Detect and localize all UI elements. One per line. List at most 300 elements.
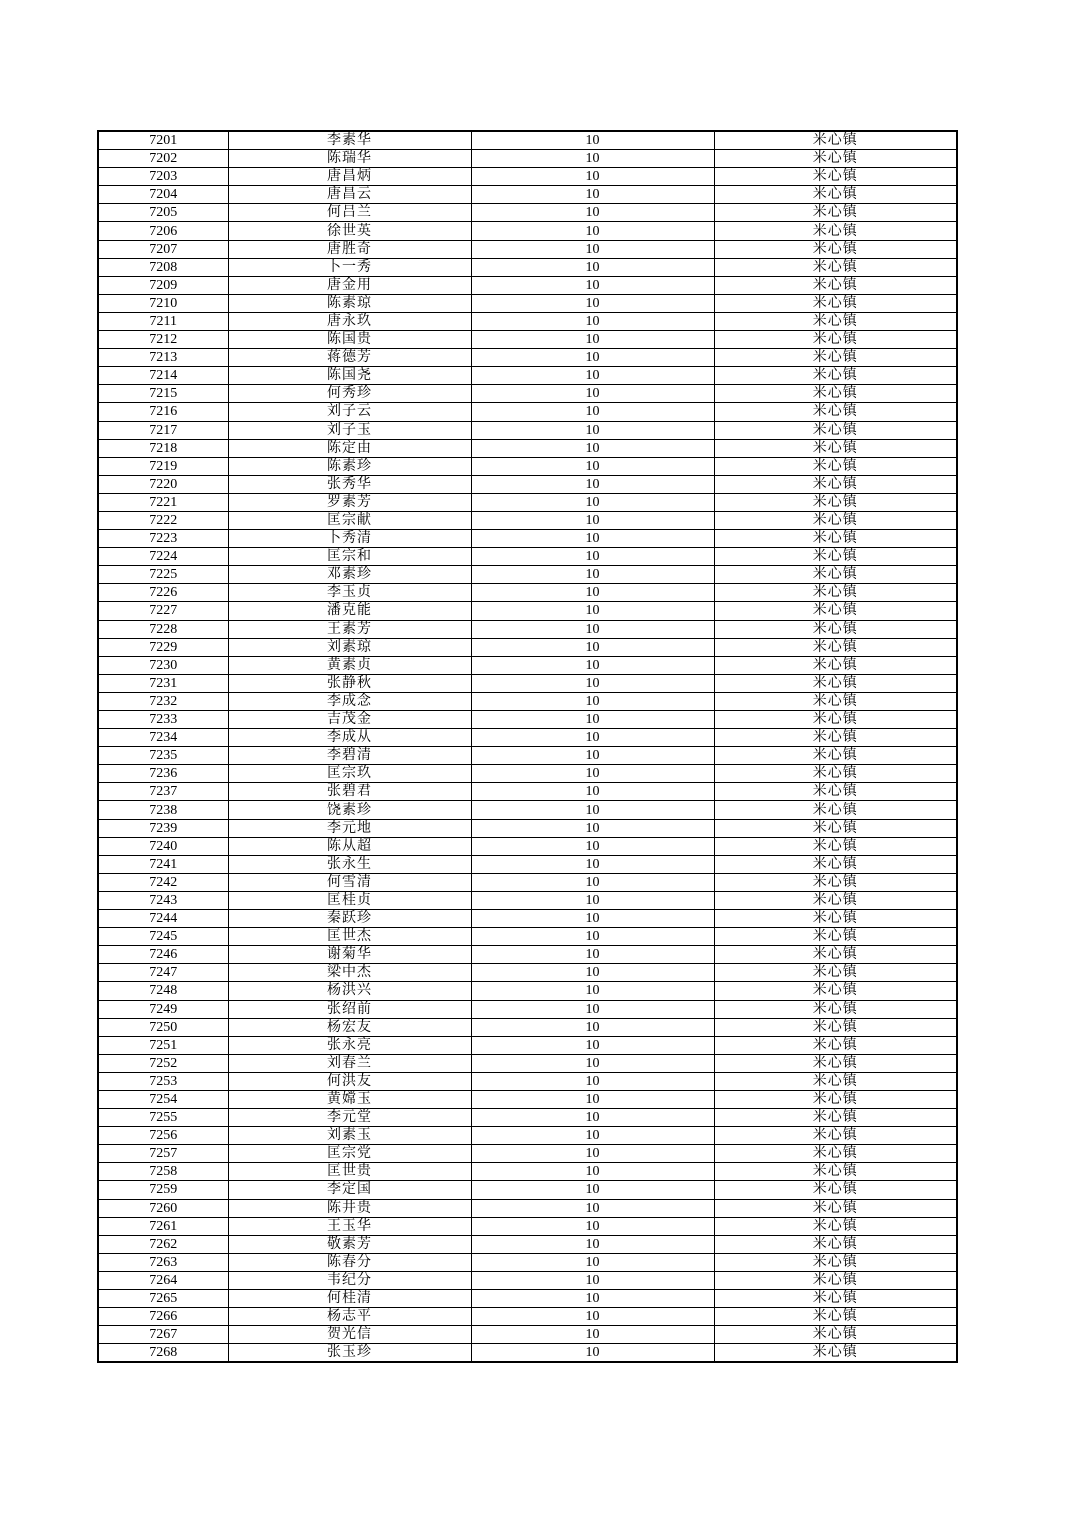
name-cell: 何桂清 xyxy=(228,1290,471,1308)
row-number-cell: 7261 xyxy=(98,1217,228,1235)
row-number-cell: 7227 xyxy=(98,602,228,620)
town-cell: 米心镇 xyxy=(714,819,957,837)
town-cell: 米心镇 xyxy=(714,1000,957,1018)
name-cell: 陈国尧 xyxy=(228,367,471,385)
name-cell: 卜秀清 xyxy=(228,530,471,548)
data-table xyxy=(97,130,958,1363)
amount-cell: 10 xyxy=(471,204,714,222)
row-number-cell: 7218 xyxy=(98,439,228,457)
town-cell: 米心镇 xyxy=(714,403,957,421)
name-cell: 陈素珍 xyxy=(228,457,471,475)
town-cell: 米心镇 xyxy=(714,240,957,258)
town-cell: 米心镇 xyxy=(714,891,957,909)
row-number-cell: 7221 xyxy=(98,493,228,511)
row-number-cell: 7208 xyxy=(98,258,228,276)
amount-cell: 10 xyxy=(471,729,714,747)
name-cell: 王玉华 xyxy=(228,1217,471,1235)
name-cell: 陈从超 xyxy=(228,837,471,855)
table-row xyxy=(98,656,957,674)
row-number-cell: 7252 xyxy=(98,1054,228,1072)
table-row xyxy=(98,910,957,928)
town-cell: 米心镇 xyxy=(714,168,957,186)
name-cell: 敬素芳 xyxy=(228,1235,471,1253)
row-number-cell: 7207 xyxy=(98,240,228,258)
name-cell: 唐永玖 xyxy=(228,312,471,330)
name-cell: 韦纪分 xyxy=(228,1271,471,1289)
amount-cell: 10 xyxy=(471,312,714,330)
town-cell: 米心镇 xyxy=(714,946,957,964)
table-row xyxy=(98,1271,957,1289)
amount-cell: 10 xyxy=(471,1326,714,1344)
table-row xyxy=(98,258,957,276)
row-number-cell: 7241 xyxy=(98,855,228,873)
name-cell: 刘素琼 xyxy=(228,638,471,656)
name-cell: 刘子云 xyxy=(228,403,471,421)
town-cell: 米心镇 xyxy=(714,331,957,349)
table-row xyxy=(98,349,957,367)
table-row xyxy=(98,276,957,294)
table-row xyxy=(98,331,957,349)
amount-cell: 10 xyxy=(471,747,714,765)
row-number-cell: 7224 xyxy=(98,548,228,566)
table-row xyxy=(98,837,957,855)
town-cell: 米心镇 xyxy=(714,222,957,240)
amount-cell: 10 xyxy=(471,294,714,312)
town-cell: 米心镇 xyxy=(714,548,957,566)
name-cell: 张秀华 xyxy=(228,475,471,493)
amount-cell: 10 xyxy=(471,511,714,529)
table-body xyxy=(98,131,957,1362)
table-row xyxy=(98,403,957,421)
table-row xyxy=(98,1018,957,1036)
amount-cell: 10 xyxy=(471,276,714,294)
table-row xyxy=(98,620,957,638)
name-cell: 匡宗党 xyxy=(228,1145,471,1163)
name-cell: 何吕兰 xyxy=(228,204,471,222)
name-cell: 谢菊华 xyxy=(228,946,471,964)
name-cell: 李元堂 xyxy=(228,1109,471,1127)
row-number-cell: 7210 xyxy=(98,294,228,312)
table-row xyxy=(98,946,957,964)
name-cell: 匡桂贞 xyxy=(228,891,471,909)
town-cell: 米心镇 xyxy=(714,457,957,475)
amount-cell: 10 xyxy=(471,493,714,511)
town-cell: 米心镇 xyxy=(714,475,957,493)
table-row xyxy=(98,1290,957,1308)
row-number-cell: 7244 xyxy=(98,910,228,928)
town-cell: 米心镇 xyxy=(714,1109,957,1127)
row-number-cell: 7225 xyxy=(98,566,228,584)
amount-cell: 10 xyxy=(471,385,714,403)
table-row xyxy=(98,1163,957,1181)
table-row xyxy=(98,457,957,475)
table-row xyxy=(98,186,957,204)
town-cell: 米心镇 xyxy=(714,656,957,674)
town-cell: 米心镇 xyxy=(714,204,957,222)
town-cell: 米心镇 xyxy=(714,530,957,548)
amount-cell: 10 xyxy=(471,1127,714,1145)
row-number-cell: 7220 xyxy=(98,475,228,493)
amount-cell: 10 xyxy=(471,403,714,421)
town-cell: 米心镇 xyxy=(714,729,957,747)
amount-cell: 10 xyxy=(471,1308,714,1326)
table-row xyxy=(98,964,957,982)
amount-cell: 10 xyxy=(471,150,714,168)
town-cell: 米心镇 xyxy=(714,258,957,276)
amount-cell: 10 xyxy=(471,1054,714,1072)
row-number-cell: 7254 xyxy=(98,1090,228,1108)
table-row xyxy=(98,548,957,566)
table-row xyxy=(98,783,957,801)
table-row xyxy=(98,928,957,946)
name-cell: 唐昌炳 xyxy=(228,168,471,186)
row-number-cell: 7229 xyxy=(98,638,228,656)
table-row xyxy=(98,1308,957,1326)
row-number-cell: 7251 xyxy=(98,1036,228,1054)
table-row xyxy=(98,891,957,909)
amount-cell: 10 xyxy=(471,674,714,692)
row-number-cell: 7253 xyxy=(98,1072,228,1090)
amount-cell: 10 xyxy=(471,1163,714,1181)
name-cell: 匡宗献 xyxy=(228,511,471,529)
amount-cell: 10 xyxy=(471,602,714,620)
town-cell: 米心镇 xyxy=(714,439,957,457)
amount-cell: 10 xyxy=(471,186,714,204)
table-row xyxy=(98,240,957,258)
row-number-cell: 7205 xyxy=(98,204,228,222)
table-row xyxy=(98,819,957,837)
table-row xyxy=(98,294,957,312)
table-row xyxy=(98,1235,957,1253)
amount-cell: 10 xyxy=(471,819,714,837)
town-cell: 米心镇 xyxy=(714,1072,957,1090)
name-cell: 何秀珍 xyxy=(228,385,471,403)
row-number-cell: 7268 xyxy=(98,1344,228,1363)
amount-cell: 10 xyxy=(471,1253,714,1271)
town-cell: 米心镇 xyxy=(714,1235,957,1253)
name-cell: 黄嫦玉 xyxy=(228,1090,471,1108)
row-number-cell: 7255 xyxy=(98,1109,228,1127)
amount-cell: 10 xyxy=(471,349,714,367)
amount-cell: 10 xyxy=(471,656,714,674)
name-cell: 陈瑞华 xyxy=(228,150,471,168)
amount-cell: 10 xyxy=(471,131,714,150)
town-cell: 米心镇 xyxy=(714,873,957,891)
table-row xyxy=(98,982,957,1000)
amount-cell: 10 xyxy=(471,620,714,638)
table-row xyxy=(98,511,957,529)
table-row xyxy=(98,1000,957,1018)
table-row xyxy=(98,729,957,747)
town-cell: 米心镇 xyxy=(714,1290,957,1308)
name-cell: 陈井贵 xyxy=(228,1199,471,1217)
table-row xyxy=(98,873,957,891)
row-number-cell: 7262 xyxy=(98,1235,228,1253)
town-cell: 米心镇 xyxy=(714,1163,957,1181)
name-cell: 李定国 xyxy=(228,1181,471,1199)
town-cell: 米心镇 xyxy=(714,312,957,330)
row-number-cell: 7215 xyxy=(98,385,228,403)
town-cell: 米心镇 xyxy=(714,1199,957,1217)
row-number-cell: 7250 xyxy=(98,1018,228,1036)
name-cell: 李成从 xyxy=(228,729,471,747)
table-row xyxy=(98,1326,957,1344)
name-cell: 杨宏友 xyxy=(228,1018,471,1036)
row-number-cell: 7204 xyxy=(98,186,228,204)
town-cell: 米心镇 xyxy=(714,674,957,692)
table-row xyxy=(98,1054,957,1072)
name-cell: 陈定由 xyxy=(228,439,471,457)
town-cell: 米心镇 xyxy=(714,1253,957,1271)
name-cell: 陈国贵 xyxy=(228,331,471,349)
name-cell: 徐世英 xyxy=(228,222,471,240)
amount-cell: 10 xyxy=(471,1235,714,1253)
town-cell: 米心镇 xyxy=(714,1145,957,1163)
amount-cell: 10 xyxy=(471,548,714,566)
town-cell: 米心镇 xyxy=(714,1054,957,1072)
table-row xyxy=(98,801,957,819)
table-row xyxy=(98,367,957,385)
name-cell: 张碧君 xyxy=(228,783,471,801)
name-cell: 张玉珍 xyxy=(228,1344,471,1363)
town-cell: 米心镇 xyxy=(714,1127,957,1145)
name-cell: 饶素珍 xyxy=(228,801,471,819)
town-cell: 米心镇 xyxy=(714,765,957,783)
name-cell: 李成念 xyxy=(228,692,471,710)
row-number-cell: 7203 xyxy=(98,168,228,186)
name-cell: 张永亮 xyxy=(228,1036,471,1054)
amount-cell: 10 xyxy=(471,928,714,946)
amount-cell: 10 xyxy=(471,1036,714,1054)
name-cell: 吉茂金 xyxy=(228,711,471,729)
name-cell: 张静秋 xyxy=(228,674,471,692)
name-cell: 潘克能 xyxy=(228,602,471,620)
name-cell: 何雪清 xyxy=(228,873,471,891)
amount-cell: 10 xyxy=(471,168,714,186)
name-cell: 匡世贵 xyxy=(228,1163,471,1181)
town-cell: 米心镇 xyxy=(714,910,957,928)
town-cell: 米心镇 xyxy=(714,367,957,385)
amount-cell: 10 xyxy=(471,222,714,240)
row-number-cell: 7246 xyxy=(98,946,228,964)
table-row xyxy=(98,530,957,548)
town-cell: 米心镇 xyxy=(714,385,957,403)
amount-cell: 10 xyxy=(471,711,714,729)
table-row xyxy=(98,855,957,873)
row-number-cell: 7211 xyxy=(98,312,228,330)
table-row xyxy=(98,131,957,150)
name-cell: 秦跃珍 xyxy=(228,910,471,928)
name-cell: 梁中杰 xyxy=(228,964,471,982)
amount-cell: 10 xyxy=(471,1181,714,1199)
town-cell: 米心镇 xyxy=(714,783,957,801)
table-row xyxy=(98,602,957,620)
name-cell: 唐金用 xyxy=(228,276,471,294)
row-number-cell: 7258 xyxy=(98,1163,228,1181)
row-number-cell: 7228 xyxy=(98,620,228,638)
row-number-cell: 7243 xyxy=(98,891,228,909)
table-row xyxy=(98,168,957,186)
name-cell: 匡世杰 xyxy=(228,928,471,946)
town-cell: 米心镇 xyxy=(714,150,957,168)
row-number-cell: 7247 xyxy=(98,964,228,982)
amount-cell: 10 xyxy=(471,946,714,964)
row-number-cell: 7239 xyxy=(98,819,228,837)
town-cell: 米心镇 xyxy=(714,511,957,529)
table-row xyxy=(98,1145,957,1163)
town-cell: 米心镇 xyxy=(714,711,957,729)
amount-cell: 10 xyxy=(471,421,714,439)
row-number-cell: 7248 xyxy=(98,982,228,1000)
table-row xyxy=(98,747,957,765)
row-number-cell: 7235 xyxy=(98,747,228,765)
amount-cell: 10 xyxy=(471,240,714,258)
name-cell: 邓素珍 xyxy=(228,566,471,584)
name-cell: 唐胜奇 xyxy=(228,240,471,258)
row-number-cell: 7216 xyxy=(98,403,228,421)
table-row xyxy=(98,584,957,602)
name-cell: 杨志平 xyxy=(228,1308,471,1326)
table-row xyxy=(98,1344,957,1363)
row-number-cell: 7212 xyxy=(98,331,228,349)
amount-cell: 10 xyxy=(471,891,714,909)
row-number-cell: 7202 xyxy=(98,150,228,168)
table-row xyxy=(98,765,957,783)
row-number-cell: 7240 xyxy=(98,837,228,855)
name-cell: 李玉贞 xyxy=(228,584,471,602)
name-cell: 李素华 xyxy=(228,131,471,150)
amount-cell: 10 xyxy=(471,475,714,493)
table-row xyxy=(98,439,957,457)
amount-cell: 10 xyxy=(471,982,714,1000)
table-row xyxy=(98,493,957,511)
row-number-cell: 7233 xyxy=(98,711,228,729)
town-cell: 米心镇 xyxy=(714,964,957,982)
row-number-cell: 7232 xyxy=(98,692,228,710)
town-cell: 米心镇 xyxy=(714,421,957,439)
table-row xyxy=(98,711,957,729)
amount-cell: 10 xyxy=(471,1344,714,1363)
name-cell: 刘子玉 xyxy=(228,421,471,439)
town-cell: 米心镇 xyxy=(714,837,957,855)
row-number-cell: 7213 xyxy=(98,349,228,367)
amount-cell: 10 xyxy=(471,1018,714,1036)
town-cell: 米心镇 xyxy=(714,584,957,602)
amount-cell: 10 xyxy=(471,1271,714,1289)
amount-cell: 10 xyxy=(471,331,714,349)
amount-cell: 10 xyxy=(471,801,714,819)
row-number-cell: 7264 xyxy=(98,1271,228,1289)
table-row xyxy=(98,1109,957,1127)
amount-cell: 10 xyxy=(471,910,714,928)
table-row xyxy=(98,1253,957,1271)
table-row xyxy=(98,674,957,692)
table-row xyxy=(98,421,957,439)
table-row xyxy=(98,222,957,240)
town-cell: 米心镇 xyxy=(714,1271,957,1289)
table-row xyxy=(98,692,957,710)
name-cell: 唐昌云 xyxy=(228,186,471,204)
table-row xyxy=(98,1072,957,1090)
row-number-cell: 7267 xyxy=(98,1326,228,1344)
town-cell: 米心镇 xyxy=(714,276,957,294)
table-row xyxy=(98,1217,957,1235)
row-number-cell: 7249 xyxy=(98,1000,228,1018)
amount-cell: 10 xyxy=(471,584,714,602)
name-cell: 李碧清 xyxy=(228,747,471,765)
town-cell: 米心镇 xyxy=(714,620,957,638)
table-row xyxy=(98,1127,957,1145)
row-number-cell: 7231 xyxy=(98,674,228,692)
town-cell: 米心镇 xyxy=(714,1018,957,1036)
amount-cell: 10 xyxy=(471,566,714,584)
name-cell: 陈素琼 xyxy=(228,294,471,312)
amount-cell: 10 xyxy=(471,1090,714,1108)
town-cell: 米心镇 xyxy=(714,982,957,1000)
table-row xyxy=(98,150,957,168)
row-number-cell: 7223 xyxy=(98,530,228,548)
table-row xyxy=(98,1090,957,1108)
amount-cell: 10 xyxy=(471,873,714,891)
name-cell: 陈春分 xyxy=(228,1253,471,1271)
amount-cell: 10 xyxy=(471,855,714,873)
row-number-cell: 7263 xyxy=(98,1253,228,1271)
row-number-cell: 7238 xyxy=(98,801,228,819)
row-number-cell: 7209 xyxy=(98,276,228,294)
row-number-cell: 7206 xyxy=(98,222,228,240)
amount-cell: 10 xyxy=(471,765,714,783)
row-number-cell: 7236 xyxy=(98,765,228,783)
amount-cell: 10 xyxy=(471,1000,714,1018)
table-row xyxy=(98,385,957,403)
row-number-cell: 7265 xyxy=(98,1290,228,1308)
name-cell: 李元地 xyxy=(228,819,471,837)
name-cell: 张永生 xyxy=(228,855,471,873)
row-number-cell: 7214 xyxy=(98,367,228,385)
town-cell: 米心镇 xyxy=(714,1344,957,1363)
row-number-cell: 7201 xyxy=(98,131,228,150)
table-row xyxy=(98,1181,957,1199)
name-cell: 何洪友 xyxy=(228,1072,471,1090)
row-number-cell: 7217 xyxy=(98,421,228,439)
name-cell: 杨洪兴 xyxy=(228,982,471,1000)
town-cell: 米心镇 xyxy=(714,1217,957,1235)
name-cell: 罗素芳 xyxy=(228,493,471,511)
name-cell: 贺光信 xyxy=(228,1326,471,1344)
amount-cell: 10 xyxy=(471,1145,714,1163)
amount-cell: 10 xyxy=(471,530,714,548)
amount-cell: 10 xyxy=(471,258,714,276)
row-number-cell: 7237 xyxy=(98,783,228,801)
town-cell: 米心镇 xyxy=(714,493,957,511)
row-number-cell: 7219 xyxy=(98,457,228,475)
table-row xyxy=(98,566,957,584)
name-cell: 刘素玉 xyxy=(228,1127,471,1145)
row-number-cell: 7242 xyxy=(98,873,228,891)
table-row xyxy=(98,312,957,330)
amount-cell: 10 xyxy=(471,1199,714,1217)
town-cell: 米心镇 xyxy=(714,855,957,873)
name-cell: 刘春兰 xyxy=(228,1054,471,1072)
name-cell: 蒋德芳 xyxy=(228,349,471,367)
town-cell: 米心镇 xyxy=(714,349,957,367)
town-cell: 米心镇 xyxy=(714,294,957,312)
amount-cell: 10 xyxy=(471,1072,714,1090)
row-number-cell: 7259 xyxy=(98,1181,228,1199)
amount-cell: 10 xyxy=(471,367,714,385)
name-cell: 黄素贞 xyxy=(228,656,471,674)
town-cell: 米心镇 xyxy=(714,1181,957,1199)
